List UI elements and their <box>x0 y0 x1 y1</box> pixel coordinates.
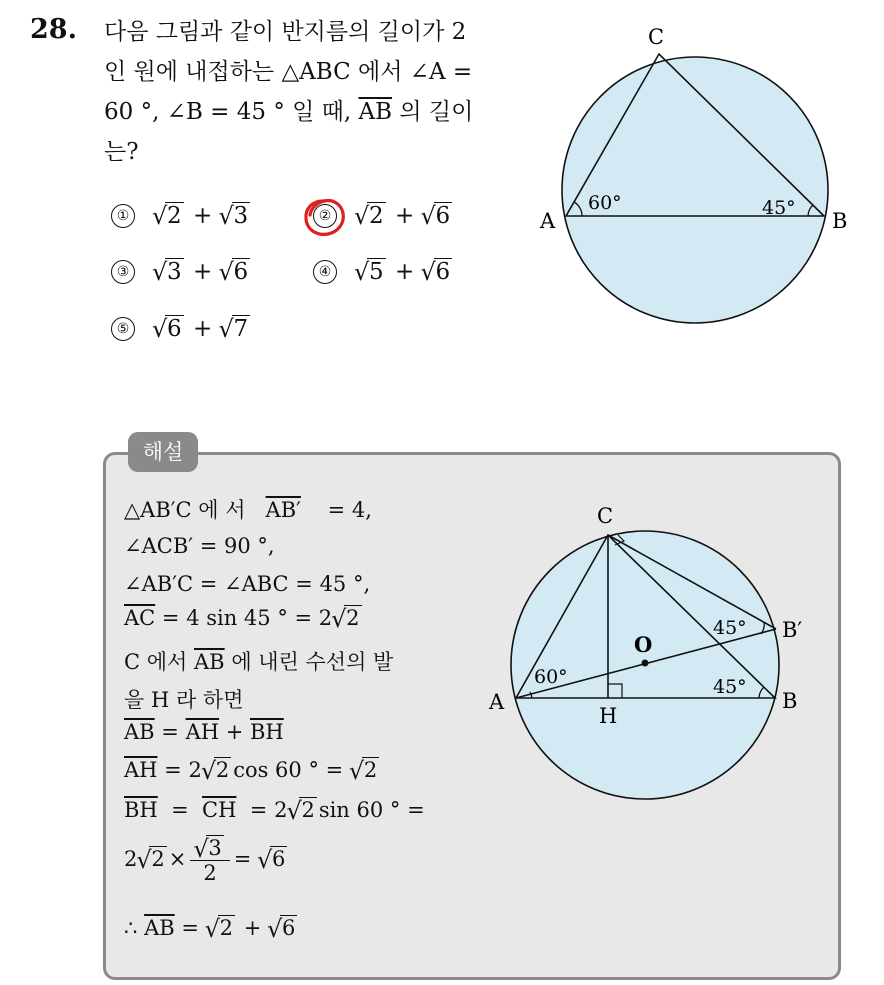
solution-line-2: ∠ACB′ = 90 °, <box>124 534 275 558</box>
solution-line-5: C 에서 $\overline{AB}$ 에 내린 수선의 발 <box>124 650 394 674</box>
question-line-3 <box>104 92 473 132</box>
circumcircle <box>562 57 828 323</box>
choice-4[interactable]: ④ √ 5 + √ 6 <box>313 259 454 285</box>
sol-label-c: C <box>597 504 614 528</box>
sol-label-b-prime: B′ <box>782 618 803 642</box>
label-c: C <box>648 25 665 49</box>
choice-2[interactable]: ② √ 2 + √ 6 <box>313 203 454 229</box>
segment-ab: $\overline{AB}$ <box>358 99 393 125</box>
solution-line-6: 을 H 라 하면 <box>124 688 244 712</box>
solution-line-10: 2 √ 2 × √ $\frac{3}{2}$ = √ 6 <box>124 836 289 885</box>
question-figure <box>530 20 860 340</box>
sol-label-o: O <box>634 632 653 657</box>
choice-1-number: ① <box>111 204 135 228</box>
choice-5[interactable]: ⑤ √ 6 + √ 7 <box>111 316 252 342</box>
solution-figure <box>480 495 840 810</box>
sol-label-angle-bp: 45° <box>713 617 747 639</box>
solution-line-7: $\overline{AB} = \overline{AH} + \overline{BH}$ <box>124 720 284 744</box>
label-b: B <box>832 209 848 233</box>
label-angle-b: 45° <box>762 197 796 219</box>
choice-1[interactable]: ① √ 2 + √ 3 <box>111 203 252 229</box>
question-line-2: 인 원에 내접하는 △ABC 에서 ∠A = <box>104 59 473 85</box>
solution-line-11: ∴ $\overline{AB}$ = √ 2 + √ 6 <box>124 916 299 940</box>
solution-line-8: $\overline{AH} = 2$ √ 2 cos 60 ° = √ 2 <box>124 758 381 782</box>
question-line-1: 다음 그림과 같이 반지름의 길이가 2 <box>104 19 467 45</box>
label-a: A <box>540 209 556 233</box>
sol-label-angle-b: 45° <box>713 676 747 698</box>
choice-4-number: ④ <box>313 260 337 284</box>
label-angle-a: 60° <box>588 192 622 214</box>
question-number: 28. <box>30 14 77 45</box>
solution-line-9: $\overline{BH} = \overline{CH} = 2$ √ 2 sin 60 ° = <box>124 798 425 822</box>
choice-3-number: ③ <box>111 260 135 284</box>
center-point-o <box>642 660 649 667</box>
answer-circle-mark <box>300 195 350 241</box>
solution-line-3: ∠AB′C = ∠ABC = 45 °, <box>124 572 371 596</box>
sol-label-h: H <box>599 704 618 728</box>
fraction: √ $\frac{3}{2}$ <box>190 836 229 885</box>
sol-label-a: A <box>489 690 505 714</box>
choice-5-number: ⑤ <box>111 317 135 341</box>
solution-tag: 해설 <box>128 432 198 472</box>
choice-3[interactable]: ③ √ 3 + √ 6 <box>111 259 252 285</box>
question-line-3-tail: 의 길이 <box>399 99 474 125</box>
choice-2-number: ② <box>313 204 337 228</box>
question-line-3-text: 60 °, ∠B = 45 ° 일 때, <box>104 99 352 125</box>
question-line-4: 는? <box>104 139 139 165</box>
solution-line-1: △AB′C 에 서 AB′ = 4, <box>124 498 372 522</box>
sol-label-b: B <box>782 689 798 713</box>
solution-line-4: $\overline{AC} = 4$ sin 45 ° = 2 √ 2 <box>124 606 364 630</box>
sol-label-angle-a: 60° <box>534 666 568 688</box>
